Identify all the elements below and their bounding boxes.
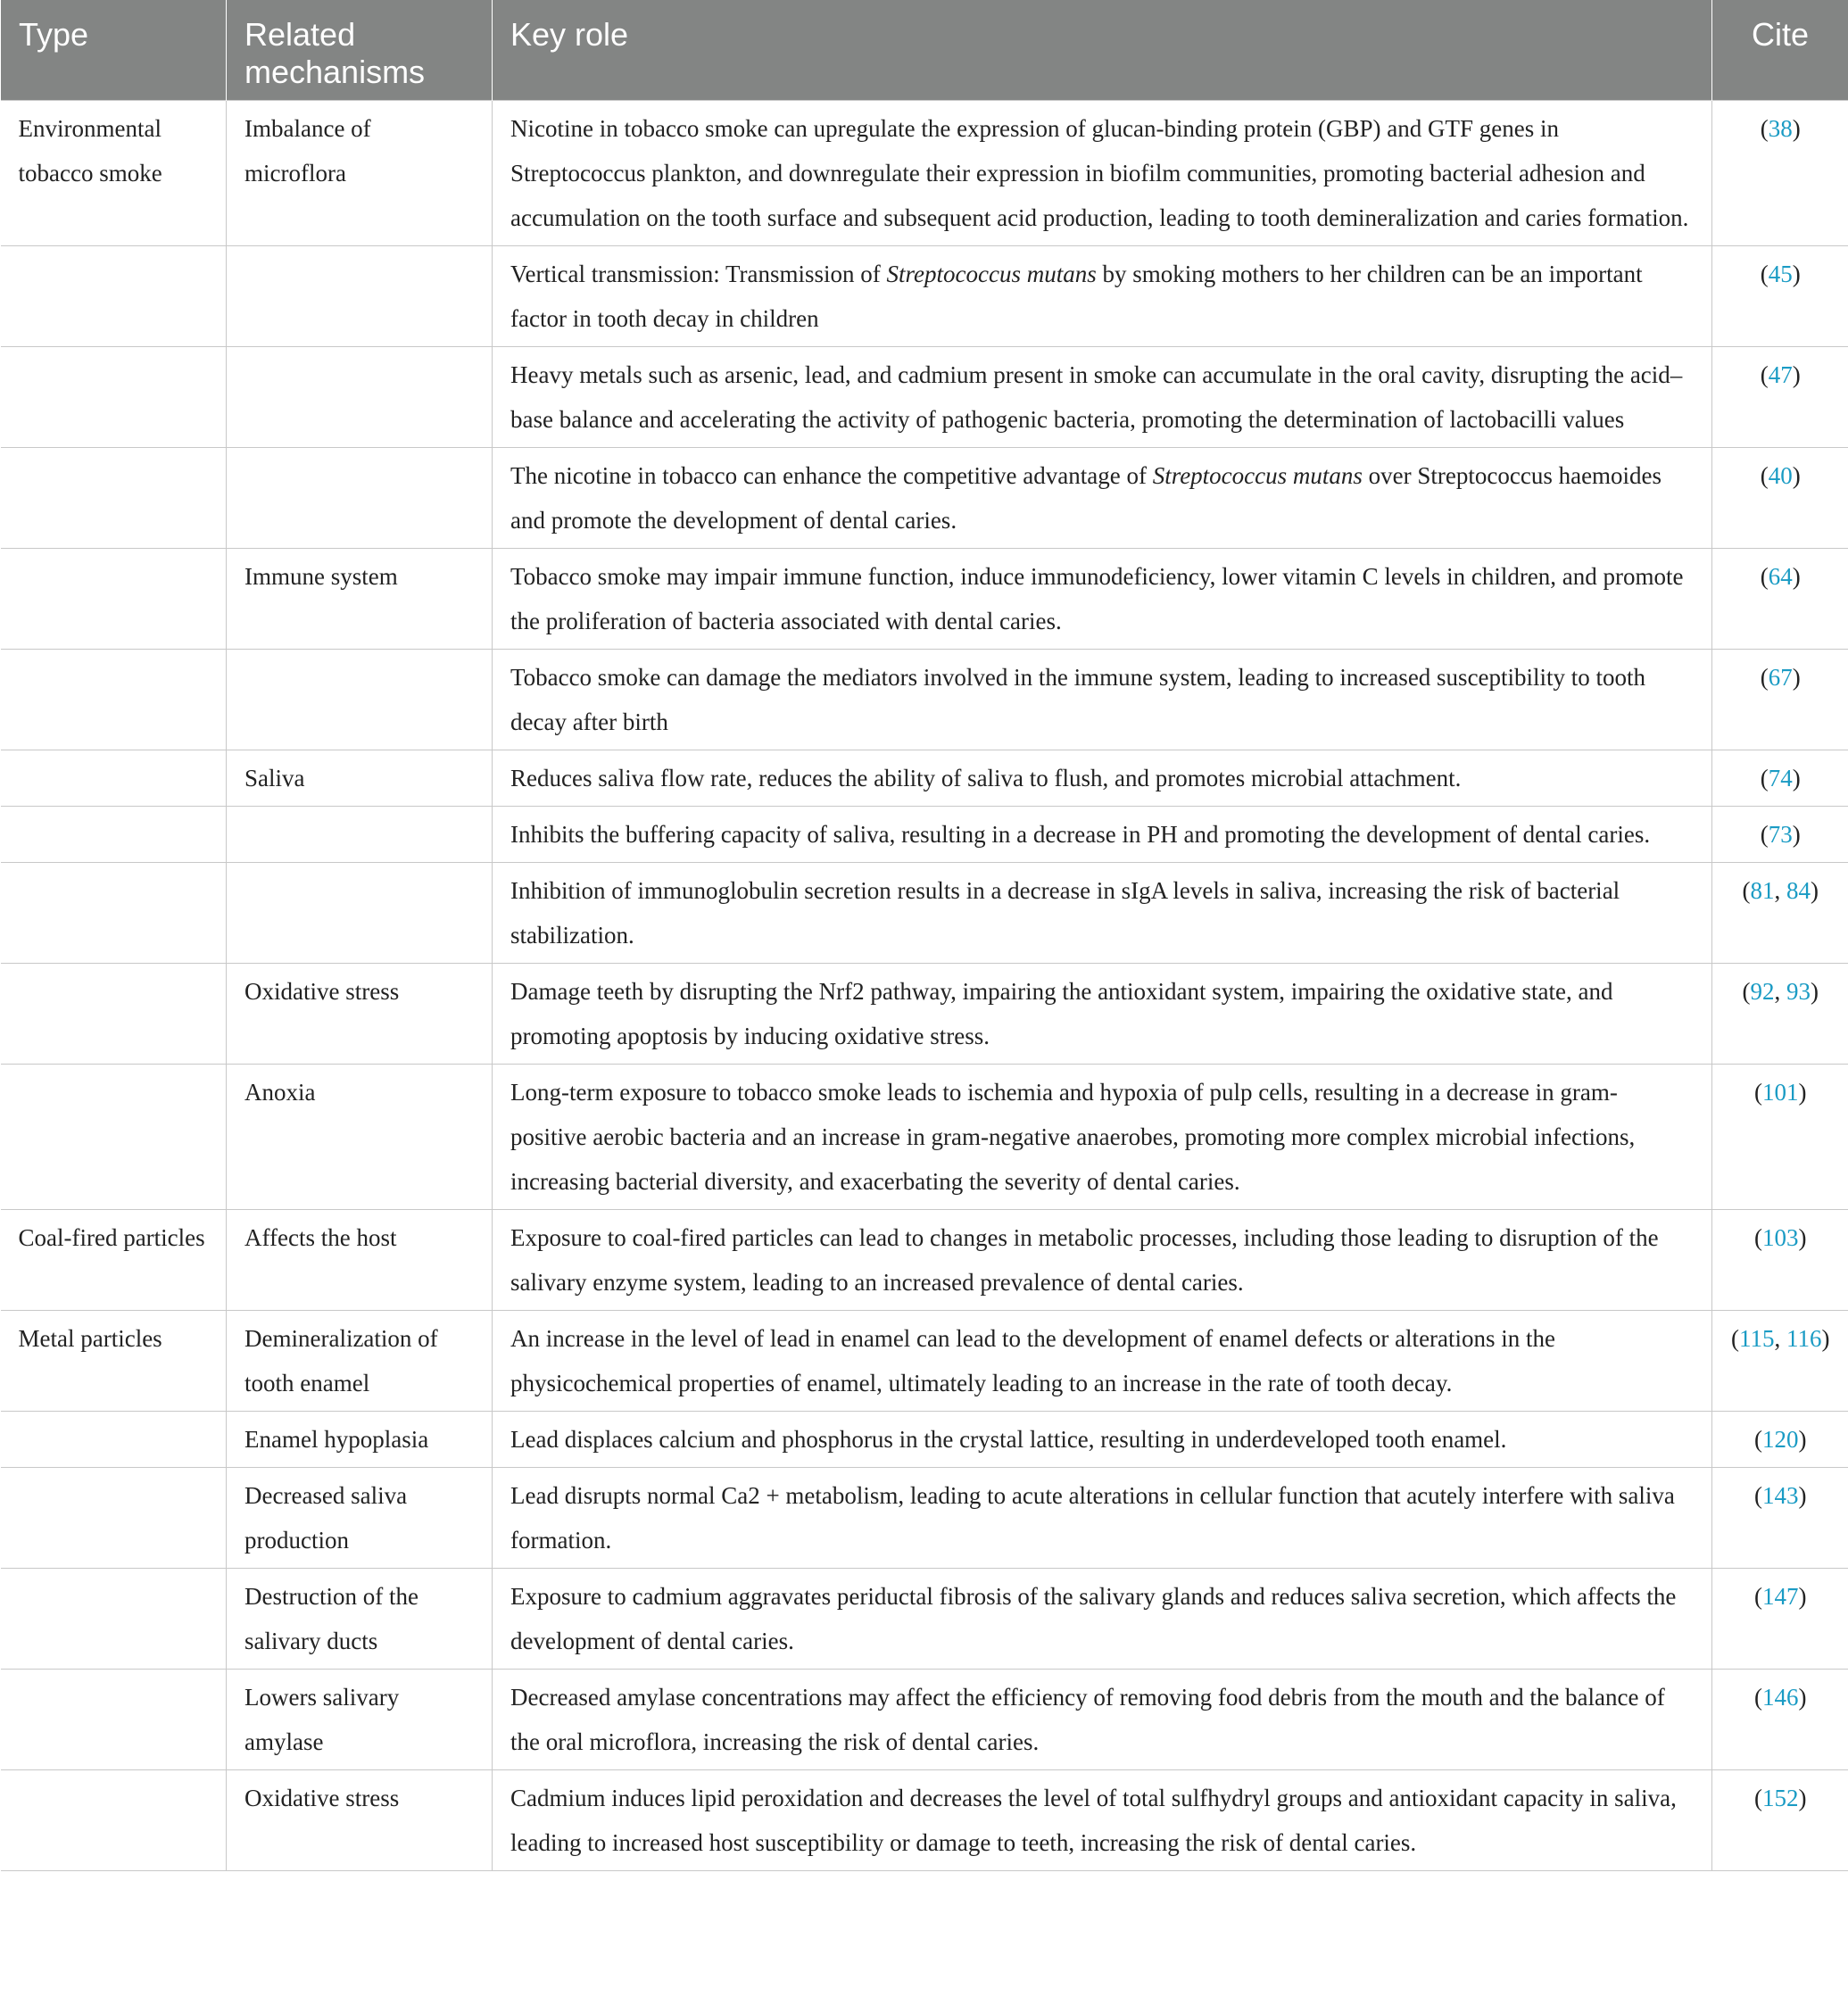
cell-key-role: Lead displaces calcium and phosphorus in the crystal lattice, resulting in underdeveloped tooth enamel. xyxy=(493,1412,1712,1468)
citation-link[interactable]: 146 xyxy=(1762,1684,1799,1711)
table-row xyxy=(1,1770,1848,1871)
cell-mechanism: Affects the host xyxy=(227,1210,493,1311)
cell-key-role: Cadmium induces lipid peroxidation and decreases the level of total sulfhydryl groups and antioxidant capacity in saliva, leading to increased host susceptibility or damage to teeth, increasing the risk of dental caries. xyxy=(493,1770,1712,1871)
cell-mechanism: Decreased saliva production xyxy=(227,1468,493,1569)
cell-mechanism xyxy=(227,863,493,964)
cell-type xyxy=(1,1670,227,1770)
cell-type: Environmental tobacco smoke xyxy=(1,101,227,246)
table-row xyxy=(1,650,1848,750)
cell-cite: (120) xyxy=(1712,1412,1848,1468)
cell-key-role: An increase in the level of lead in enamel can lead to the development of enamel defects or alterations in the physicochemical properties of enamel, ultimately leading to an increase in the rate of tooth decay. xyxy=(493,1311,1712,1412)
citation-link[interactable]: 84 xyxy=(1786,877,1811,904)
header-key-role: Key role xyxy=(493,0,1712,101)
citation-link[interactable]: 101 xyxy=(1762,1079,1799,1106)
cell-key-role: Damage teeth by disrupting the Nrf2 pathway, impairing the antioxidant system, impairing the oxidative state, and promoting apoptosis by inducing oxidative stress. xyxy=(493,964,1712,1065)
role-text: by smoking mothers to her children can be an important factor in tooth decay in children xyxy=(510,261,1643,332)
cell-key-role: Exposure to coal-fired particles can lead to changes in metabolic processes, including those leading to disruption of the salivary enzyme system, leading to an increased prevalence of dental caries. xyxy=(493,1210,1712,1311)
cell-key-role: Decreased amylase concentrations may affect the efficiency of removing food debris from the mouth and the balance of the oral microflora, increasing the risk of dental caries. xyxy=(493,1670,1712,1770)
cell-cite: (81, 84) xyxy=(1712,863,1848,964)
header-mechanisms: Related mechanisms xyxy=(227,0,493,101)
cell-cite: (143) xyxy=(1712,1468,1848,1569)
citation-link[interactable]: 64 xyxy=(1768,563,1793,590)
cell-mechanism: Immune system xyxy=(227,549,493,650)
table-row xyxy=(1,964,1848,1065)
cell-mechanism: Oxidative stress xyxy=(227,964,493,1065)
citation-link[interactable]: 67 xyxy=(1768,664,1793,691)
cell-mechanism: Anoxia xyxy=(227,1065,493,1210)
cell-cite: (45) xyxy=(1712,246,1848,347)
cell-type xyxy=(1,1412,227,1468)
citation-link[interactable]: 92 xyxy=(1750,978,1775,1005)
cell-mechanism: Destruction of the salivary ducts xyxy=(227,1569,493,1670)
table-row xyxy=(1,448,1848,549)
cell-type xyxy=(1,650,227,750)
citation-link[interactable]: 103 xyxy=(1762,1224,1799,1251)
cell-cite: (47) xyxy=(1712,347,1848,448)
cell-cite: (38) xyxy=(1712,101,1848,246)
cell-cite: (101) xyxy=(1712,1065,1848,1210)
cell-key-role: Exposure to cadmium aggravates periductal fibrosis of the salivary glands and reduces saliva secretion, which affects the development of dental caries. xyxy=(493,1569,1712,1670)
citation-link[interactable]: 93 xyxy=(1786,978,1811,1005)
cell-key-role: Long-term exposure to tobacco smoke leads to ischemia and hypoxia of pulp cells, resulting in a decrease in gram-positive aerobic bacteria and an increase in gram-negative anaerobes, promoting more complex microbial infections, increasing bacterial diversity, and exacerbating the severity of dental caries. xyxy=(493,1065,1712,1210)
cell-mechanism xyxy=(227,448,493,549)
citation-link[interactable]: 45 xyxy=(1768,261,1793,287)
cell-mechanism: Lowers salivary amylase xyxy=(227,1670,493,1770)
citation-link[interactable]: 81 xyxy=(1750,877,1775,904)
citation-link[interactable]: 115 xyxy=(1739,1325,1775,1352)
table-row xyxy=(1,1468,1848,1569)
table-row xyxy=(1,1412,1848,1468)
table-row xyxy=(1,1210,1848,1311)
cell-type: Metal particles xyxy=(1,1311,227,1412)
header-type: Type xyxy=(1,0,227,101)
table-row xyxy=(1,549,1848,650)
table-row xyxy=(1,347,1848,448)
citation-link[interactable]: 152 xyxy=(1762,1785,1799,1811)
cell-key-role: Tobacco smoke may impair immune function, induce immunodeficiency, lower vitamin C levels in children, and promote the proliferation of bacteria associated with dental caries. xyxy=(493,549,1712,650)
cell-type xyxy=(1,347,227,448)
role-text: Vertical transmission: Transmission of xyxy=(510,261,887,287)
citation-link[interactable]: 73 xyxy=(1768,821,1793,848)
cell-key-role: Inhibits the buffering capacity of saliva, resulting in a decrease in PH and promoting the development of dental caries. xyxy=(493,807,1712,863)
table-row xyxy=(1,1311,1848,1412)
cell-type xyxy=(1,1569,227,1670)
cell-cite: (115, 116) xyxy=(1712,1311,1848,1412)
table-row xyxy=(1,101,1848,246)
cell-mechanism xyxy=(227,650,493,750)
cell-cite: (152) xyxy=(1712,1770,1848,1871)
cell-type xyxy=(1,964,227,1065)
cell-type xyxy=(1,750,227,807)
citation-link[interactable]: 47 xyxy=(1768,361,1793,388)
cell-type xyxy=(1,246,227,347)
cell-type xyxy=(1,863,227,964)
cell-mechanism: Saliva xyxy=(227,750,493,807)
cell-key-role: Reduces saliva flow rate, reduces the ability of saliva to flush, and promotes microbial attachment. xyxy=(493,750,1712,807)
cell-type: Coal-fired particles xyxy=(1,1210,227,1311)
table-row xyxy=(1,807,1848,863)
cell-mechanism xyxy=(227,347,493,448)
cell-key-role xyxy=(493,246,1712,347)
cell-type xyxy=(1,448,227,549)
citation-link[interactable]: 40 xyxy=(1768,462,1793,489)
citation-link[interactable]: 147 xyxy=(1762,1583,1799,1610)
cell-mechanism: Demineralization of tooth enamel xyxy=(227,1311,493,1412)
citation-link[interactable]: 38 xyxy=(1768,115,1793,142)
cell-cite: (147) xyxy=(1712,1569,1848,1670)
cell-cite: (146) xyxy=(1712,1670,1848,1770)
table-row xyxy=(1,246,1848,347)
cell-cite: (64) xyxy=(1712,549,1848,650)
cell-mechanism: Imbalance of microflora xyxy=(227,101,493,246)
table-row xyxy=(1,863,1848,964)
cell-key-role: Nicotine in tobacco smoke can upregulate the expression of glucan-binding protein (GBP) and GTF genes in Streptococcus plankton, and downregulate their expression in biofilm communities, promoting bacterial adhesion and accumulation on the tooth surface and subsequent acid production, leading to tooth demineralization and caries formation. xyxy=(493,101,1712,246)
table-row xyxy=(1,1569,1848,1670)
role-text: over Streptococcus haemoides and promote the development of dental caries. xyxy=(510,462,1662,534)
citation-link[interactable]: 143 xyxy=(1762,1482,1799,1509)
species-name: Streptococcus mutans xyxy=(1152,462,1363,489)
citation-link[interactable]: 120 xyxy=(1762,1426,1799,1453)
cell-key-role xyxy=(493,448,1712,549)
cell-cite: (40) xyxy=(1712,448,1848,549)
citation-link[interactable]: 74 xyxy=(1768,765,1793,791)
table-row xyxy=(1,1065,1848,1210)
cell-cite: (103) xyxy=(1712,1210,1848,1311)
header-cite: Cite xyxy=(1712,0,1848,101)
cell-type xyxy=(1,1468,227,1569)
cell-key-role: Lead disrupts normal Ca2 + metabolism, leading to acute alterations in cellular function that acutely interfere with saliva formation. xyxy=(493,1468,1712,1569)
cell-type xyxy=(1,1770,227,1871)
cell-type xyxy=(1,1065,227,1210)
cell-cite: (92, 93) xyxy=(1712,964,1848,1065)
cell-type xyxy=(1,549,227,650)
cell-cite: (67) xyxy=(1712,650,1848,750)
citation-link[interactable]: 116 xyxy=(1786,1325,1822,1352)
cell-key-role: Heavy metals such as arsenic, lead, and cadmium present in smoke can accumulate in the oral cavity, disrupting the acid–base balance and accelerating the activity of pathogenic bacteria, promoting the determination of lactobacilli values xyxy=(493,347,1712,448)
table-row xyxy=(1,750,1848,807)
cell-mechanism: Oxidative stress xyxy=(227,1770,493,1871)
cell-key-role: Tobacco smoke can damage the mediators involved in the immune system, leading to increased susceptibility to tooth decay after birth xyxy=(493,650,1712,750)
cell-cite: (74) xyxy=(1712,750,1848,807)
role-text: The nicotine in tobacco can enhance the competitive advantage of xyxy=(510,462,1153,489)
cell-mechanism xyxy=(227,246,493,347)
cell-key-role: Inhibition of immunoglobulin secretion results in a decrease in sIgA levels in saliva, increasing the risk of bacterial stabilization. xyxy=(493,863,1712,964)
cell-mechanism: Enamel hypoplasia xyxy=(227,1412,493,1468)
table-body xyxy=(1,101,1848,1871)
table-row xyxy=(1,1670,1848,1770)
cell-cite: (73) xyxy=(1712,807,1848,863)
cell-type xyxy=(1,807,227,863)
cell-mechanism xyxy=(227,807,493,863)
table-header-row xyxy=(1,0,1848,101)
species-name: Streptococcus mutans xyxy=(886,261,1097,287)
